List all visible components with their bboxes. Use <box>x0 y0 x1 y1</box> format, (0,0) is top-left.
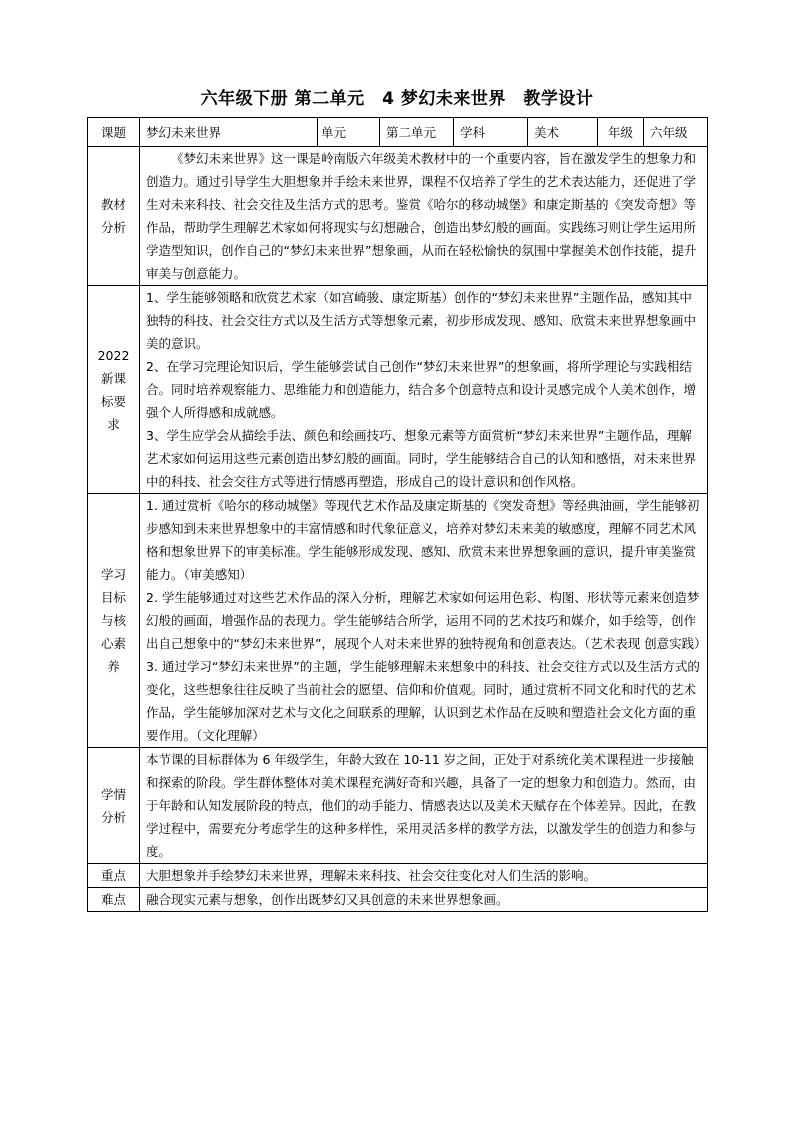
students-label <box>88 748 140 864</box>
header-row <box>88 118 708 147</box>
lesson-plan-table <box>87 117 708 912</box>
unit-value: 第二单元 <box>380 118 454 147</box>
objectives-paragraph-2: 2. 学生能够通过对这些艺术作品的深入分析，理解艺术家如何运用色彩、构图、形状等元素来创造梦幻般的画面，增强作品的表现力。学生能够结合所学，运用不同的艺术技巧和媒介，如手绘等，创作出自己想象中的“梦幻未来世界”，展现个人对未来世界的独特视角和创意表达。（艺术表现 创意实践） <box>146 590 707 651</box>
unit-label: 单元 <box>318 118 380 147</box>
students-content <box>140 748 708 864</box>
standards-paragraph-2: 2、在学习完理论知识后，学生能够尝试自己创作“梦幻未来世界”的想象画，将所学理论与实践相结合。同时培养观察能力、思维能力和创造能力，结合多个创意特点和设计灵感完成个人美术创作，增强个人所得感和成就感。 <box>146 359 697 420</box>
objectives-paragraph-3: 3. 通过学习“梦幻未来世界”的主题，学生能够理解未来想象中的科技、社会交往方式以及生活方式的变化，这些想象往往反映了当前社会的愿望、信仰和价值观。同时，通过赏析不同文化和时代的艺术作品，学生能够加深对艺术与文化之间联系的理解，认识到艺术作品在反映和塑造社会文化方面的重要作用。（文化理解） <box>146 659 700 743</box>
grade-value: 六年级 <box>644 118 708 147</box>
standards-row <box>88 286 708 494</box>
students-label-text: 学情 分析 <box>100 786 126 825</box>
subject-label: 课题 <box>88 118 140 147</box>
subject-value: 梦幻未来世界 <box>140 118 318 147</box>
difficulty-row <box>88 888 708 912</box>
objectives-content <box>140 494 708 748</box>
objectives-label-text: 学习 目标 与核 心素 养 <box>100 567 126 674</box>
material-paragraph: 《梦幻未来世界》这一课是岭南版六年级美术教材中的一个重要内容，旨在激发学生的想象力和创造力。通过引导学生大胆想象并手绘未来世界，课程不仅培养了学生的艺术表达能力，还促进了学生对未来科技、社会交往及生活方式的思考。鉴赏《哈尔的移动城堡》和康定斯基的《突发奇想》等作品，帮助学生理解艺术家如何将现实与幻想融合，创造出梦幻般的画面。实践练习则让学生运用所学造型知识，创作自己的“梦幻未来世界”想象画，从而在轻松愉快的氛围中掌握美术创作技能，提升审美与创意能力。 <box>146 151 697 281</box>
students-row <box>88 748 708 864</box>
key-point-row <box>88 864 708 888</box>
material-content <box>140 147 708 286</box>
standards-paragraph-1: 1、学生能够领略和欣赏艺术家（如宫崎骏、康定斯基）创作的“梦幻未来世界”主题作品，感知其中独特的科技、社会交往方式以及生活方式等想象元素，初步形成发现、感知、欣赏未来世界想象画中美的意识。 <box>146 290 697 351</box>
standards-label <box>88 286 140 494</box>
key-point-label: 重点 <box>88 864 140 888</box>
standards-label-text: 2022 新课 标要 求 <box>97 347 130 432</box>
difficulty-label: 难点 <box>88 888 140 912</box>
difficulty-content: 融合现实元素与想象，创作出既梦幻又具创意的未来世界想象画。 <box>140 888 708 912</box>
document-title: 六年级下册 第二单元 4 梦幻未来世界 教学设计 <box>200 89 594 109</box>
grade-label: 年级 <box>598 118 644 147</box>
discipline-value: 美术 <box>528 118 598 147</box>
material-label-text: 教材 分析 <box>100 197 126 235</box>
material-row <box>88 147 708 286</box>
material-label <box>88 147 140 286</box>
standards-paragraph-3: 3、学生应学会从描绘手法、颜色和绘画技巧、想象元素等方面赏析“梦幻未来世界”主题作品，理解艺术家如何运用这些元素创造出梦幻般的画面。同时，学生能够结合自己的认知和感悟，对未来世界中的科技、社会交往方式等进行情感再塑造，形成自己的设计意识和创作风格。 <box>146 428 697 489</box>
objectives-label <box>88 494 140 748</box>
objectives-row <box>88 494 708 748</box>
objectives-paragraph-1: 1. 通过赏析《哈尔的移动城堡》等现代艺术作品及康定斯基的《突发奇想》等经典油画，学生能够初步感知到未来世界想象中的丰富情感和时代象征意义，培养对梦幻未来美的敏感度，理解不同艺术风格和想象世界下的审美标准。学生能够形成发现、感知、欣赏未来世界想象画的意识，提升审美鉴赏能力。（审美感知） <box>146 498 700 582</box>
standards-content <box>140 286 708 494</box>
students-paragraph: 本节课的目标群体为 6 年级学生，年龄大致在 10-11 岁之间，正处于对系统化美术课程进一步接触和探索的阶段。学生群体整体对美术课程充满好奇和兴趣，具备了一定的想象力和创造力。然而，由于年龄和认知发展阶段的特点，他们的动手能力、情感表达以及美术天赋存在个体差异。因此，在教学过程中，需要充分考虑学生的这种多样性，采用灵活多样的教学方法，以激发学生的创造力和参与度。 <box>146 752 697 859</box>
key-point-content: 大胆想象并手绘梦幻未来世界，理解未来科技、社会交往变化对人们生活的影响。 <box>140 864 708 888</box>
discipline-label: 学科 <box>454 118 528 147</box>
